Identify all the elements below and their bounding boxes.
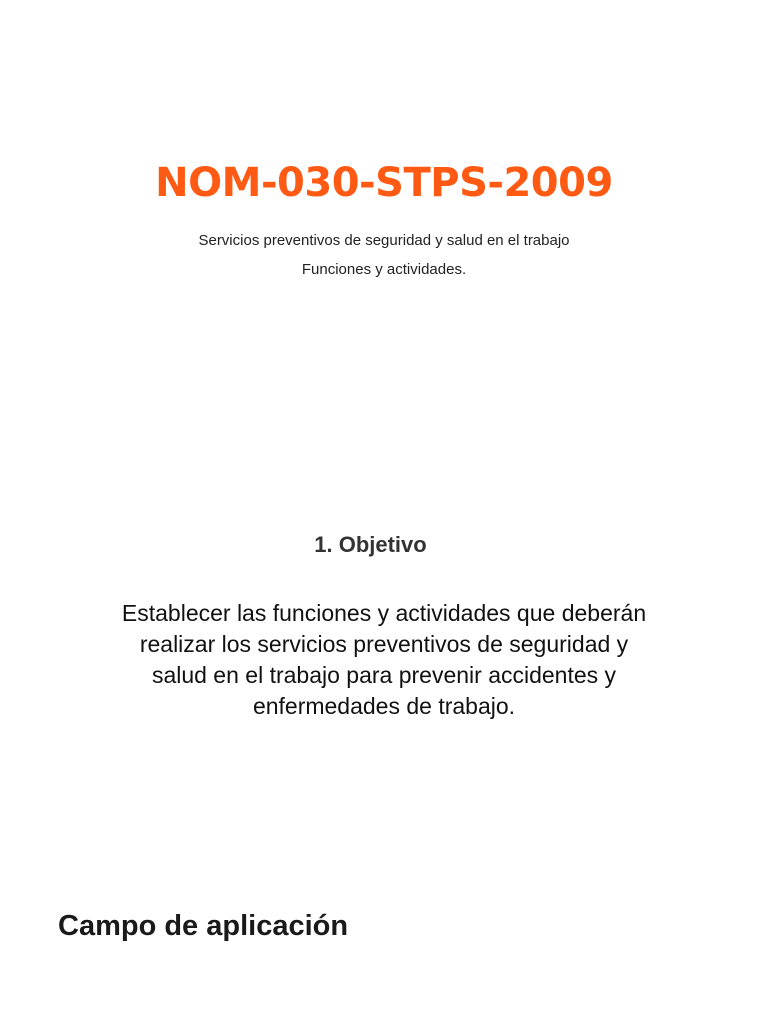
document-title: NOM-030-STPS-2009 [155,160,613,206]
scope-heading: Campo de aplicación [58,910,349,942]
document-subtitle: Servicios preventivos de seguridad y salud en el trabajo [198,232,570,249]
document-subtitle-secondary: Funciones y actividades. [301,261,467,278]
objective-paragraph: Establecer las funciones y actividades que deberán realizar los servicios preventivos de seguridad y salud en el trabajo para prevenir accidentes y enfermedades de trabajo. [121,600,647,719]
objective-heading: 1. Objetivo [314,532,427,557]
